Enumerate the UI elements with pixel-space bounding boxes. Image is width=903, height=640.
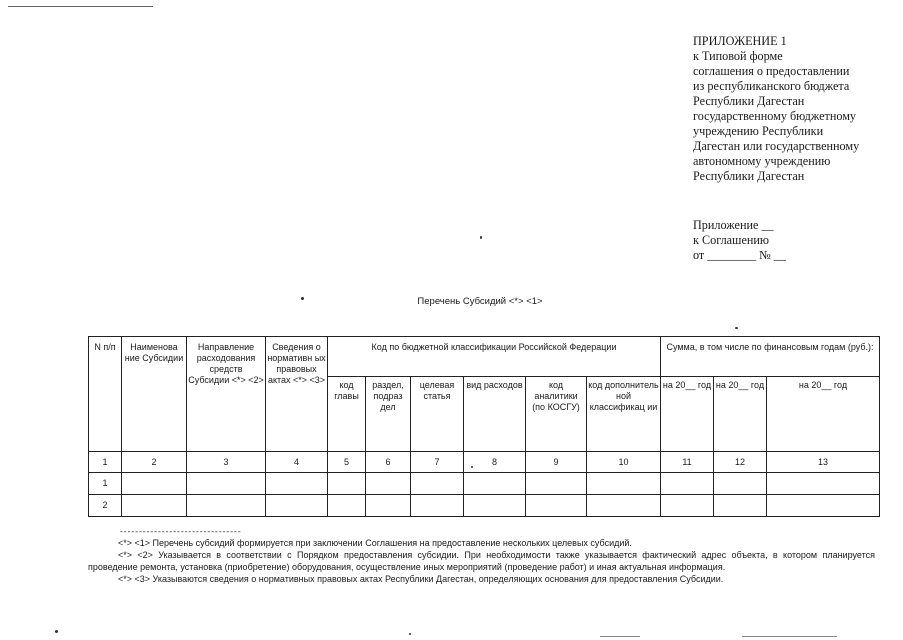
header-cell-direction: Направление расходования средств Субсидии <*> <2>: [187, 337, 266, 452]
appendix-line: соглашения о предоставлении: [693, 64, 850, 78]
table-cell: [464, 473, 526, 495]
attachment-reference: [693, 218, 786, 263]
footnote-1: <*> <1> Перечень субсидий формируется при заключении Соглашения на предоставление нескольких целевых субсидий.: [118, 538, 632, 548]
table-cell: [266, 495, 328, 517]
table-cell: [767, 495, 880, 517]
footnote-2-text: <*> <2> Указывается в соответствии с Порядком предоставления субсидии. При необходимости также указывается фактический адрес объекта, в котором планируется проведение ремонта, установка (приобретение) оборудования, осуществление иных мероприятий (проведение работ) и иная актуальная информация.: [88, 550, 875, 572]
row-number: 2: [89, 495, 122, 517]
header-cell-chapter: код главы: [328, 377, 366, 452]
table-cell: [714, 495, 767, 517]
column-number-row: [89, 452, 880, 473]
table-cell: [526, 473, 587, 495]
footnote-2: [88, 549, 875, 573]
scan-speck: [471, 466, 473, 468]
column-number: 6: [366, 452, 411, 473]
table-cell: [587, 473, 661, 495]
table-cell: [187, 473, 266, 495]
subsidy-table: [88, 336, 880, 517]
table-row: [89, 495, 880, 517]
column-number: 8: [464, 452, 526, 473]
header-cell-extra: код дополнитель ной классификац ии: [587, 377, 661, 452]
header-cell-target: целевая статья: [411, 377, 464, 452]
column-number: 3: [187, 452, 266, 473]
appendix-line: Дагестан или государственному: [693, 139, 860, 153]
column-number: 5: [328, 452, 366, 473]
appendix-line: автономному учреждению: [693, 154, 831, 168]
table-cell: [587, 495, 661, 517]
appendix-line: государственному бюджетному: [693, 109, 857, 123]
header-group-budget-code: Код по бюджетной классификации Российской Федерации: [328, 337, 661, 377]
scan-edge-line: [8, 6, 153, 7]
appendix-line: учреждению Республики: [693, 124, 824, 138]
footnote-separator: --------------------------------: [119, 528, 241, 537]
scan-edge-line: [600, 636, 640, 637]
table-cell: [122, 473, 187, 495]
table-cell: [328, 473, 366, 495]
table-cell: [266, 473, 328, 495]
scan-speck: [735, 327, 738, 329]
header-cell-year1: на 20__ год: [661, 377, 714, 452]
footnotes: [88, 537, 875, 585]
appendix-line: ПРИЛОЖЕНИЕ 1: [693, 34, 787, 48]
appendix-line: к Типовой форме: [693, 49, 783, 63]
column-number: 1: [89, 452, 122, 473]
scan-edge-line: [742, 636, 837, 637]
column-number: 12: [714, 452, 767, 473]
footnote-3: <*> <3> Указываются сведения о нормативных правовых актах Республики Дагестан, определяющих основания для предоставления Субсидии.: [118, 574, 724, 584]
column-number: 13: [767, 452, 880, 473]
column-number: 2: [122, 452, 187, 473]
column-number: 10: [587, 452, 661, 473]
table-cell: [328, 495, 366, 517]
row-number: 1: [89, 473, 122, 495]
appendix-line: Республики Дагестан: [693, 169, 805, 183]
table-cell: [411, 473, 464, 495]
scan-speck: [55, 630, 58, 633]
table-cell: [187, 495, 266, 517]
table-row: [89, 473, 880, 495]
scan-speck: [409, 633, 411, 635]
header-group-sum: Сумма, в том числе по финансовым годам (руб.):: [661, 337, 880, 377]
table-cell: [714, 473, 767, 495]
document-title: Перечень Субсидий <*> <1>: [417, 296, 543, 307]
table-cell: [122, 495, 187, 517]
table-cell: [411, 495, 464, 517]
header-cell-acts: Сведения о нормативн ых правовых актах <*> <3>: [266, 337, 328, 452]
table-cell: [661, 473, 714, 495]
scan-speck: [480, 236, 482, 239]
appendix-line: Республики Дагестан: [693, 94, 805, 108]
table-cell: [661, 495, 714, 517]
header-cell-year3: на 20__ год: [767, 377, 880, 452]
header-cell-expense-type: вид расходов: [464, 377, 526, 452]
header-cell-kosgu: код аналитики (по КОСГУ): [526, 377, 587, 452]
header-cell-year2: на 20__ год: [714, 377, 767, 452]
attachment-line: к Соглашению: [693, 233, 770, 247]
column-number: 7: [411, 452, 464, 473]
table-cell: [366, 473, 411, 495]
appendix-header: [693, 34, 859, 184]
header-cell-name: Наименова ние Субсидии: [122, 337, 187, 452]
header-cell-n: N п/п: [89, 337, 122, 452]
attachment-line: от ________ № __: [693, 248, 786, 262]
header-cell-section: раздел, подраз дел: [366, 377, 411, 452]
scan-speck: [301, 297, 304, 300]
table-cell: [366, 495, 411, 517]
table-cell: [526, 495, 587, 517]
table-cell: [767, 473, 880, 495]
attachment-line: Приложение __: [693, 218, 774, 232]
column-number: 9: [526, 452, 587, 473]
column-number: 4: [266, 452, 328, 473]
column-number: 11: [661, 452, 714, 473]
table-cell: [464, 495, 526, 517]
appendix-line: из республиканского бюджета: [693, 79, 850, 93]
